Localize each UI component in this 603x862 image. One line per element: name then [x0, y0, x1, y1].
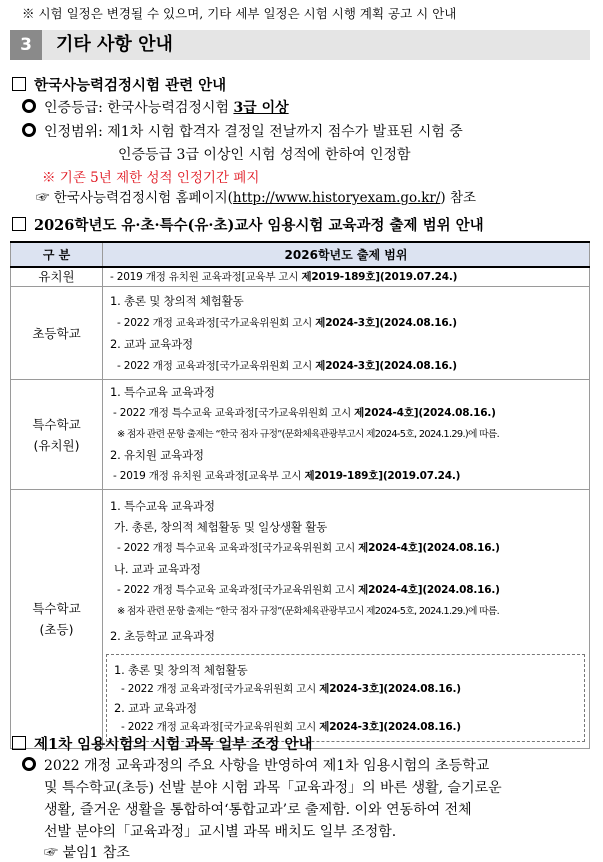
adjustment-line-3: 생활, 즐거운 생활을 통합하여‘통합교과’로 출제함. 이와 연동하여 전체 — [44, 802, 472, 818]
checkbox-square-icon — [12, 217, 26, 231]
history-exam-heading: 한국사능력검정시험 관련 안내 — [12, 74, 226, 95]
row-label-special-kindergarten: 특수학교 (유치원) — [11, 380, 103, 490]
table-row-special-elementary — [11, 490, 590, 749]
range-line-1: 인정범위: 제1차 시험 합격자 결정일 전날까지 점수가 발표된 시험 중 — [22, 121, 463, 141]
row-content-special-elementary: 1. 특수교육 교육과정 가. 총론, 창의적 체험활동 및 일상생활 활동 - 2022 개정 특수교육 교육과정[국가교육위원회 고시 제2024-4호](2024.08.16.) 나. 교과 교육과정 - 2022 개정 특수교육 교육과정[국가교육위원회 고시 제2024-4호](2024.08.16.) ※ 점자 관련 문항 출제는 “한국 점자 규정”(문화체육관광부고시 제2024-5호, 2024.1.29.)에 따름. 2. 초등학교 교육과정 1. 총론 및 창의적 체험활동 - 2022 개정 교육과정[국가교육위원회 고시 제2024-3호](2024.08.16.) 2. 교과 교육과정 - 2022 개정 교육과정[국가교육위원회 고시 제2024-3호](2024.08.16.) — [103, 490, 590, 749]
row-content-special-kindergarten: 1. 특수교육 교육과정 - 2022 개정 특수교육 교육과정[국가교육위원회 고시 제2024-4호](2024.08.16.) ※ 점자 관련 문항 출제는 “한국 점자 규정”(문화체육관광부고시 제2024-5호, 2024.1.29.)에 따름. 2. 유치원 교육과정 - 2019 개정 유치원 교육과정[교육부 고시 제2019-189호](2019.07.24.) — [103, 380, 590, 490]
bullet-ring-icon — [22, 757, 36, 771]
section-header-bar — [10, 30, 590, 60]
table-header-row — [11, 242, 590, 267]
table-row-kindergarten — [11, 267, 590, 287]
row-content-kindergarten: - 2019 개정 유치원 교육과정[교육부 고시 제2019-189호](2019.07.24.) — [103, 267, 590, 287]
row-label-kindergarten: 유치원 — [11, 267, 103, 287]
grade-line: 인증등급: 한국사능력검정시험 3급 이상 — [22, 97, 289, 117]
abolish-note: ※ 기존 5년 제한 성적 인정기간 폐지 — [42, 170, 260, 186]
bullet-ring-icon — [22, 123, 36, 137]
range-line-2: 인증등급 3급 이상인 시험 성적에 한하여 인정함 — [118, 147, 411, 163]
homepage-link[interactable]: http://www.historyexam.go.kr/ — [232, 190, 441, 206]
appendix-reference: ☞ 붙임1 참조 — [44, 845, 130, 861]
row-content-elementary: 1. 총론 및 창의적 체험활동 - 2022 개정 교육과정[국가교육위원회 고시 제2024-3호](2024.08.16.) 2. 교과 교육과정 - 2022 개정 교육과정[국가교육위원회 고시 제2024-3호](2024.08.16.) — [103, 287, 590, 380]
elementary-curriculum-box: 1. 총론 및 창의적 체험활동 - 2022 개정 교육과정[국가교육위원회 고시 제2024-3호](2024.08.16.) 2. 교과 교육과정 - 2022 개정 교육과정[국가교육위원회 고시 제2024-3호](2024.08.16.) — [106, 654, 585, 742]
section-title: 기타 사항 안내 — [56, 34, 173, 55]
section-number: 3 — [10, 30, 42, 60]
row-label-special-elementary: 특수학교 (초등) — [11, 490, 103, 749]
schedule-change-note: ※ 시험 일정은 변경될 수 있으며, 기타 세부 일정은 시험 시행 계획 공고 시 안내 — [22, 6, 457, 21]
adjustment-line-4: 선발 분야의「교육과정」교시별 과목 배치도 일부 조정함. — [44, 824, 397, 840]
adjustment-line-2: 및 특수학교(초등) 선발 분야 시험 과목「교육과정」의 바른 생활, 슬기로운 — [44, 780, 502, 796]
table-row-special-kindergarten — [11, 380, 590, 490]
curriculum-table — [10, 241, 590, 749]
curriculum-heading: 2026학년도 유·초·특수(유·초)교사 임용시험 교육과정 출제 범위 안내 — [12, 214, 484, 235]
adjustment-heading: 제1차 임용시험의 시험 과목 일부 조정 안내 — [12, 733, 313, 754]
checkbox-square-icon — [12, 736, 26, 750]
row-label-elementary: 초등학교 — [11, 287, 103, 380]
adjustment-line-1: 2022 개정 교육과정의 주요 사항을 반영하여 제1차 임용시험의 초등학교 — [22, 755, 489, 775]
col-scope-header: 2026학년도 출제 범위 — [103, 242, 590, 267]
homepage-line: ☞ 한국사능력검정시험 홈페이지(http://www.historyexam.go.kr/) 참조 — [36, 190, 477, 206]
bullet-ring-icon — [22, 99, 36, 113]
table-row-elementary — [11, 287, 590, 380]
checkbox-square-icon — [12, 77, 26, 91]
col-category-header: 구 분 — [11, 242, 103, 267]
grade-value: 3급 이상 — [233, 100, 289, 116]
